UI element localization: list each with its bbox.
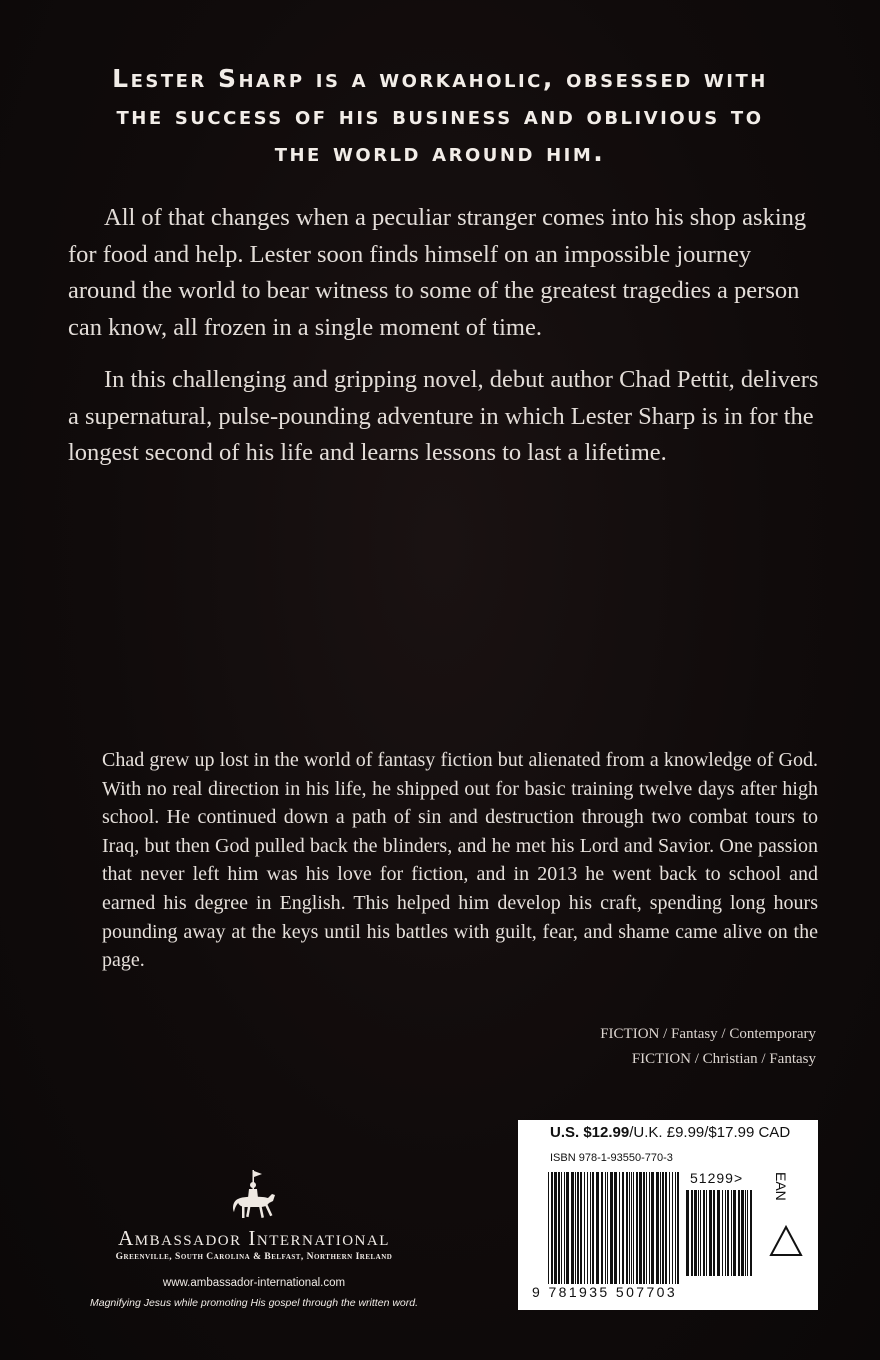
barcode-bar [727, 1190, 729, 1276]
bisac-categories [600, 1022, 816, 1072]
barcode-bar [561, 1172, 562, 1284]
barcode-bar [601, 1172, 603, 1284]
category-line: FICTION / Christian / Fantasy [631, 1051, 816, 1067]
barcode-bar [700, 1190, 701, 1276]
barcode-bar [660, 1172, 661, 1284]
barcode-bar [675, 1172, 676, 1284]
barcode-bar [656, 1172, 659, 1284]
addon-number: 51299 [690, 1170, 734, 1186]
synopsis [68, 200, 820, 488]
barcode-bar [717, 1190, 720, 1276]
barcode-bar [558, 1172, 560, 1284]
addon-barcode [686, 1190, 754, 1276]
barcode-bar [554, 1172, 557, 1284]
barcode-bar [733, 1190, 736, 1276]
synopsis-paragraph: All of that changes when a peculiar stranger comes into his shop asking for food and help. Lester soon finds himself on an impossible journey around the world to bear witness to some of the greatest tragedies a person can know, all frozen in a single moment of time. [68, 204, 807, 341]
barcode-bar [651, 1172, 654, 1284]
barcode-bar [709, 1190, 712, 1276]
barcode-bar [614, 1172, 617, 1284]
price-us: U.S. $12.99 [550, 1124, 630, 1141]
ean-barcode [548, 1172, 680, 1284]
barcode-bar [747, 1190, 748, 1276]
barcode-bar [745, 1190, 746, 1276]
category-line: FICTION / Fantasy / Contemporary [600, 1026, 816, 1042]
barcode-bar [577, 1172, 579, 1284]
headline-line: the success of his business and oblivious to [116, 101, 764, 130]
barcode-bar [694, 1190, 697, 1276]
addon-mark: > [733, 1170, 744, 1186]
barcode-bar [662, 1172, 664, 1284]
barcode-bar [649, 1172, 650, 1284]
barcode-bar [686, 1190, 689, 1276]
barcode-bar [592, 1172, 594, 1284]
barcode-bar [566, 1172, 569, 1284]
barcode-bar [626, 1172, 628, 1284]
barcode-bar [677, 1172, 679, 1284]
knight-on-horse-icon [224, 1168, 284, 1224]
barcode-bar [741, 1190, 744, 1276]
barcode-bar [580, 1172, 582, 1284]
synopsis-paragraph: In this challenging and gripping novel, debut author Chad Pettit, delivers a supernatural, pulse-pounding adventure in which Lester Sharp is in for the longest second of his life and learns lessons to last a lifetime. [68, 366, 819, 466]
barcode-panel [518, 1120, 818, 1310]
addon-digits [690, 1170, 743, 1186]
publisher-tagline: Magnifying Jesus while promoting His gospel through the written word. [90, 1297, 418, 1309]
barcode-bar [750, 1190, 752, 1276]
barcode-bar [691, 1190, 693, 1276]
barcode-bar [587, 1172, 588, 1284]
price-other: /U.K. £9.99/$17.99 CAD [629, 1124, 791, 1141]
publisher-name: Ambassador International [118, 1226, 390, 1250]
barcode-bar [636, 1172, 638, 1284]
barcode-bar [639, 1172, 642, 1284]
barcode-bar [605, 1172, 606, 1284]
price-line [550, 1124, 790, 1142]
barcode-bar [610, 1172, 613, 1284]
barcode-bar [551, 1172, 553, 1284]
headline-line: Lester Sharp is a workaholic, obsessed with [112, 64, 768, 93]
barcode-bar [643, 1172, 645, 1284]
headline-line: the world around him. [274, 138, 606, 167]
barcode-bar [665, 1172, 667, 1284]
barcode-bar [607, 1172, 608, 1284]
barcode-bar [564, 1172, 565, 1284]
barcode-bar [731, 1190, 732, 1276]
publisher-url: www.ambassador-international.com [162, 1277, 346, 1289]
barcode-bar [631, 1172, 632, 1284]
barcode-bar [633, 1172, 634, 1284]
ean-label: EAN [773, 1172, 789, 1201]
barcode-bar [706, 1190, 707, 1276]
isbn-label: ISBN 978-1-93550-770-3 [550, 1152, 673, 1164]
barcode-bar [596, 1172, 599, 1284]
barcode-bar [698, 1190, 699, 1276]
barcode-bar [619, 1172, 620, 1284]
barcode-bar [725, 1190, 726, 1276]
barcode-bar [713, 1190, 715, 1276]
publisher-block [78, 1168, 430, 1310]
publisher-location: Greenville, South Carolina & Belfast, Northern Ireland [115, 1252, 393, 1262]
barcode-digits: 9 781935 507703 [532, 1284, 677, 1300]
barcode-bar [571, 1172, 574, 1284]
warning-triangle-icon [768, 1224, 804, 1258]
headline [70, 60, 810, 171]
barcode-bar [703, 1190, 705, 1276]
barcode-bar [669, 1172, 670, 1284]
barcode-bar [575, 1172, 576, 1284]
barcode-bar [722, 1190, 723, 1276]
barcode-bar [629, 1172, 630, 1284]
barcode-bar [584, 1172, 585, 1284]
barcode-bar [590, 1172, 591, 1284]
author-bio: Chad grew up lost in the world of fantasy fiction but alienated from a knowledge of God. With no real direction in his life, he shipped out for basic training twelve days after high school. He continued down a path of sin and destruction through two combat tours to Iraq, but then God pulled back the blinders, and he met his Lord and Savior. One passion that never left him was his love for fiction, and in 2013 he went back to school and earned his degree in English. This helped him develop his craft, spending long hours pounding away at the keys until his battles with guilt, fear, and shame came alive on the page. [102, 749, 818, 972]
barcode-bar [622, 1172, 624, 1284]
barcode-bar [646, 1172, 647, 1284]
barcode-bar [672, 1172, 673, 1284]
barcode-bar [548, 1172, 549, 1284]
barcode-bar [738, 1190, 740, 1276]
